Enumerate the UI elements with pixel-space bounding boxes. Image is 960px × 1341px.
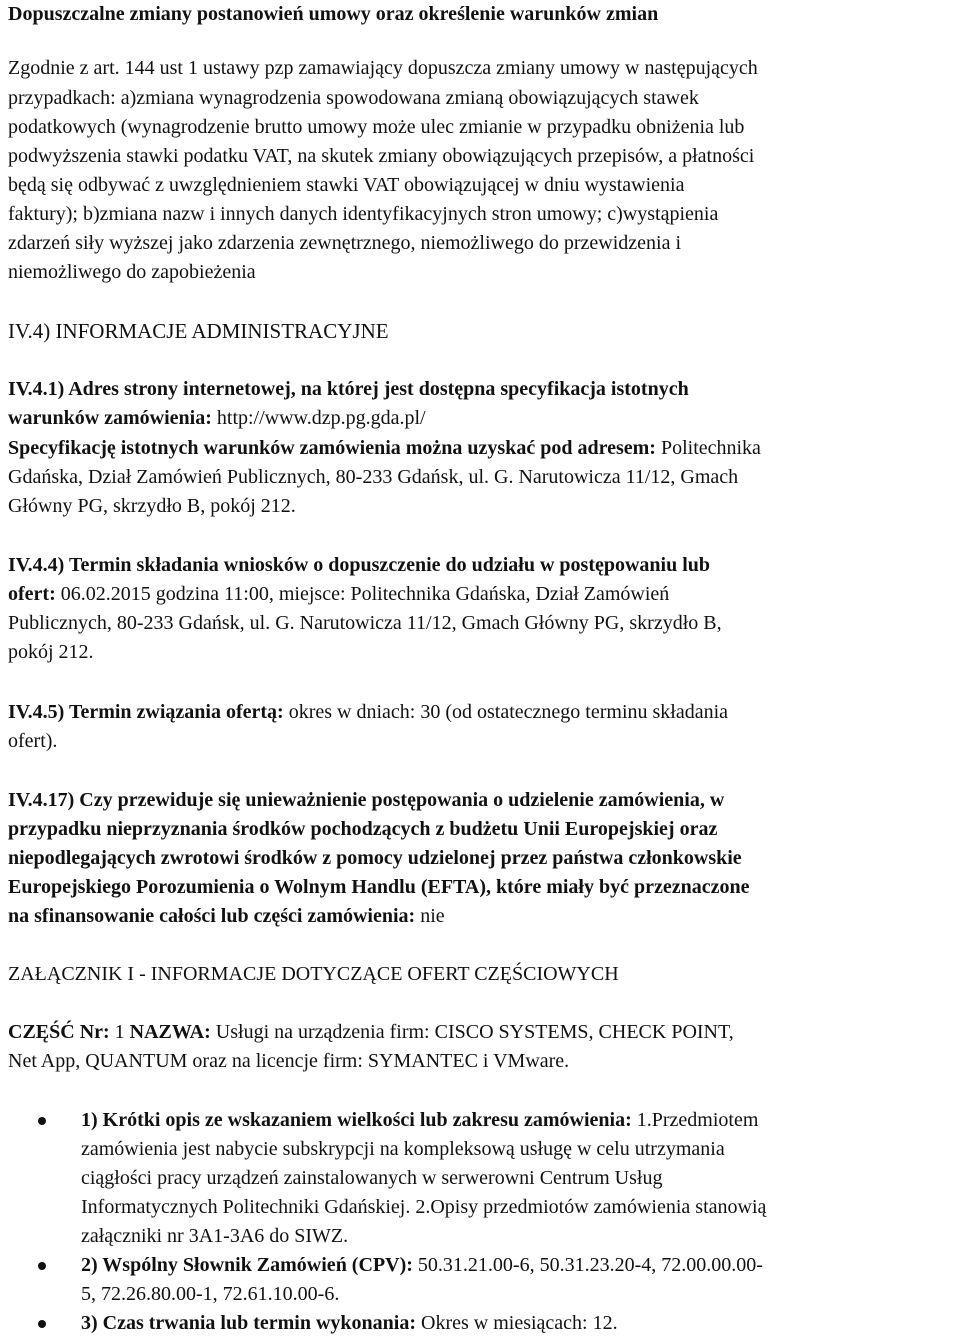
bullet-2-line	[81, 1251, 763, 1280]
iv45-line	[8, 698, 728, 727]
bullet-dot-icon	[38, 1117, 46, 1125]
bullet-3-label: 3) Czas trwania lub termin wykonania:	[81, 1312, 422, 1334]
annex-title: ZAŁĄCZNIK I - INFORMACJE DOTYCZĄCE OFERT CZĘŚCIOWYCH	[8, 963, 619, 985]
iv417-label: Europejskiego Porozumienia o Wolnym Handlu (EFTA), które miały być przeznaczone	[8, 876, 750, 898]
bullet-1-value-line: załączniki nr 3A1-3A6 do SIWZ.	[81, 1225, 349, 1247]
bullet-2-value-line: 5, 72.26.80.00-1, 72.61.10.00-6.	[81, 1283, 340, 1305]
bullet-1-value-line: zamówienia jest nabycie subskrypcji na kompleksową usługę w celu utrzymania	[81, 1138, 725, 1160]
iv444-value: 06.02.2015 godzina 11:00, miejsce: Politechnika Gdańska, Dział Zamówień	[60, 583, 670, 605]
iv417-label: przypadku nieprzyznania środków pochodzących z budżetu Unii Europejskiej oraz	[8, 818, 718, 840]
iv417-label: IV.4.17) Czy przewiduje się unieważnienie postępowania o udzielenie zamówienia, w	[8, 789, 725, 811]
spec-value-line: Gdańska, Dział Zamówień Publicznych, 80-233 Gdańsk, ul. G. Narutowicza 11/12, Gmach	[8, 466, 739, 488]
part-name-value: Usługi na urządzenia firm: CISCO SYSTEMS, CHECK POINT,	[215, 1021, 734, 1043]
spec-value: Politechnika	[660, 437, 761, 459]
section-title: IV.4) INFORMACJE ADMINISTRACYJNE	[8, 319, 389, 343]
part-name-line: Net App, QUANTUM oraz na licencje firm: SYMANTEC i VMware.	[8, 1050, 570, 1072]
iv417-label: niepodlegających zwrotowi środków z pomocy udzielonej przez państwa członkowskie	[8, 847, 742, 869]
part-nr-label: CZĘŚĆ Nr:	[8, 1021, 115, 1043]
iv45-value-line: ofert).	[8, 730, 58, 752]
iv41-label: IV.4.1) Adres strony internetowej, na której jest dostępna specyfikacja istotnych	[8, 378, 689, 400]
iv417-last-line	[8, 902, 445, 931]
intro-line: przypadkach: a)zmiana wynagrodzenia spowodowana zmianą obowiązujących stawek	[8, 87, 699, 109]
spec-label: Specyfikację istotnych warunków zamówienia można uzyskać pod adresem:	[8, 437, 661, 459]
intro-line: Zgodnie z art. 144 ust 1 ustawy pzp zamawiający dopuszcza zmiany umowy w następujących	[8, 57, 758, 79]
bullet-1-line	[81, 1106, 758, 1135]
intro-line: będą się odbywać z uwzględnieniem stawki VAT obowiązującej w dniu wystawienia	[8, 174, 685, 196]
iv45-label: IV.4.5) Termin związania ofertą:	[8, 701, 289, 723]
bullet-1-value-line: Informatycznych Politechniki Gdańskiej. 2.Opisy przedmiotów zamówienia stanowią	[81, 1196, 767, 1218]
part-line	[8, 1018, 734, 1047]
intro-line: podatkowych (wynagrodzenie brutto umowy może ulec zmianie w przypadku obniżenia lub	[8, 116, 745, 138]
iv444-value-line: Publicznych, 80-233 Gdańsk, ul. G. Narutowicza 11/12, Gmach Główny PG, skrzydło B,	[8, 612, 722, 634]
bullet-dot-icon	[38, 1262, 46, 1270]
iv417-last-label: na sfinansowanie całości lub części zamówienia:	[8, 905, 421, 927]
bullet-2-label: 2) Wspólny Słownik Zamówień (CPV):	[81, 1254, 418, 1276]
iv444-label-cont: ofert:	[8, 583, 61, 605]
document-heading: Dopuszczalne zmiany postanowień umowy oraz określenie warunków zmian	[8, 3, 659, 25]
intro-line: faktury); b)zmiana nazw i innych danych identyfikacyjnych stron umowy; c)wystąpienia	[8, 203, 719, 225]
part-nr-value: 1	[114, 1021, 125, 1043]
spec-line	[8, 434, 761, 463]
spec-value-line: Główny PG, skrzydło B, pokój 212.	[8, 495, 296, 517]
intro-line: niemożliwego do zapobieżenia	[8, 261, 256, 283]
iv444-line2	[8, 580, 669, 609]
iv41-label-cont: warunków zamówienia:	[8, 407, 217, 429]
bullet-dot-icon	[38, 1320, 46, 1328]
bullet-3-value: Okres w miesiącach: 12.	[421, 1312, 618, 1334]
bullet-1-value: 1.Przedmiotem	[636, 1109, 759, 1131]
iv41-line2	[8, 404, 426, 433]
part-name-label: NAZWA:	[124, 1021, 216, 1043]
iv41-url: http://www.dzp.pg.gda.pl/	[216, 407, 426, 429]
intro-line: podwyższenia stawki podatku VAT, na skutek zmiany obowiązujących przepisów, a płatności	[8, 145, 755, 167]
iv417-answer: nie	[420, 905, 445, 927]
iv444-label: IV.4.4) Termin składania wniosków o dopuszczenie do udziału w postępowaniu lub	[8, 554, 711, 576]
bullet-1-value-line: ciągłości pracy urządzeń zainstalowanych w serwerowni Centrum Usług	[81, 1167, 663, 1189]
bullet-1-label: 1) Krótki opis ze wskazaniem wielkości lub zakresu zamówienia:	[81, 1109, 637, 1131]
bullet-2-value: 50.31.21.00-6, 50.31.23.20-4, 72.00.00.00-	[417, 1254, 763, 1276]
iv444-value-line: pokój 212.	[8, 641, 94, 663]
intro-line: zdarzeń siły wyższej jako zdarzenia zewnętrznego, niemożliwego do przewidzenia i	[8, 232, 682, 254]
iv45-value: okres w dniach: 30 (od ostatecznego terminu składania	[288, 701, 729, 723]
bullet-3-line	[81, 1309, 618, 1338]
